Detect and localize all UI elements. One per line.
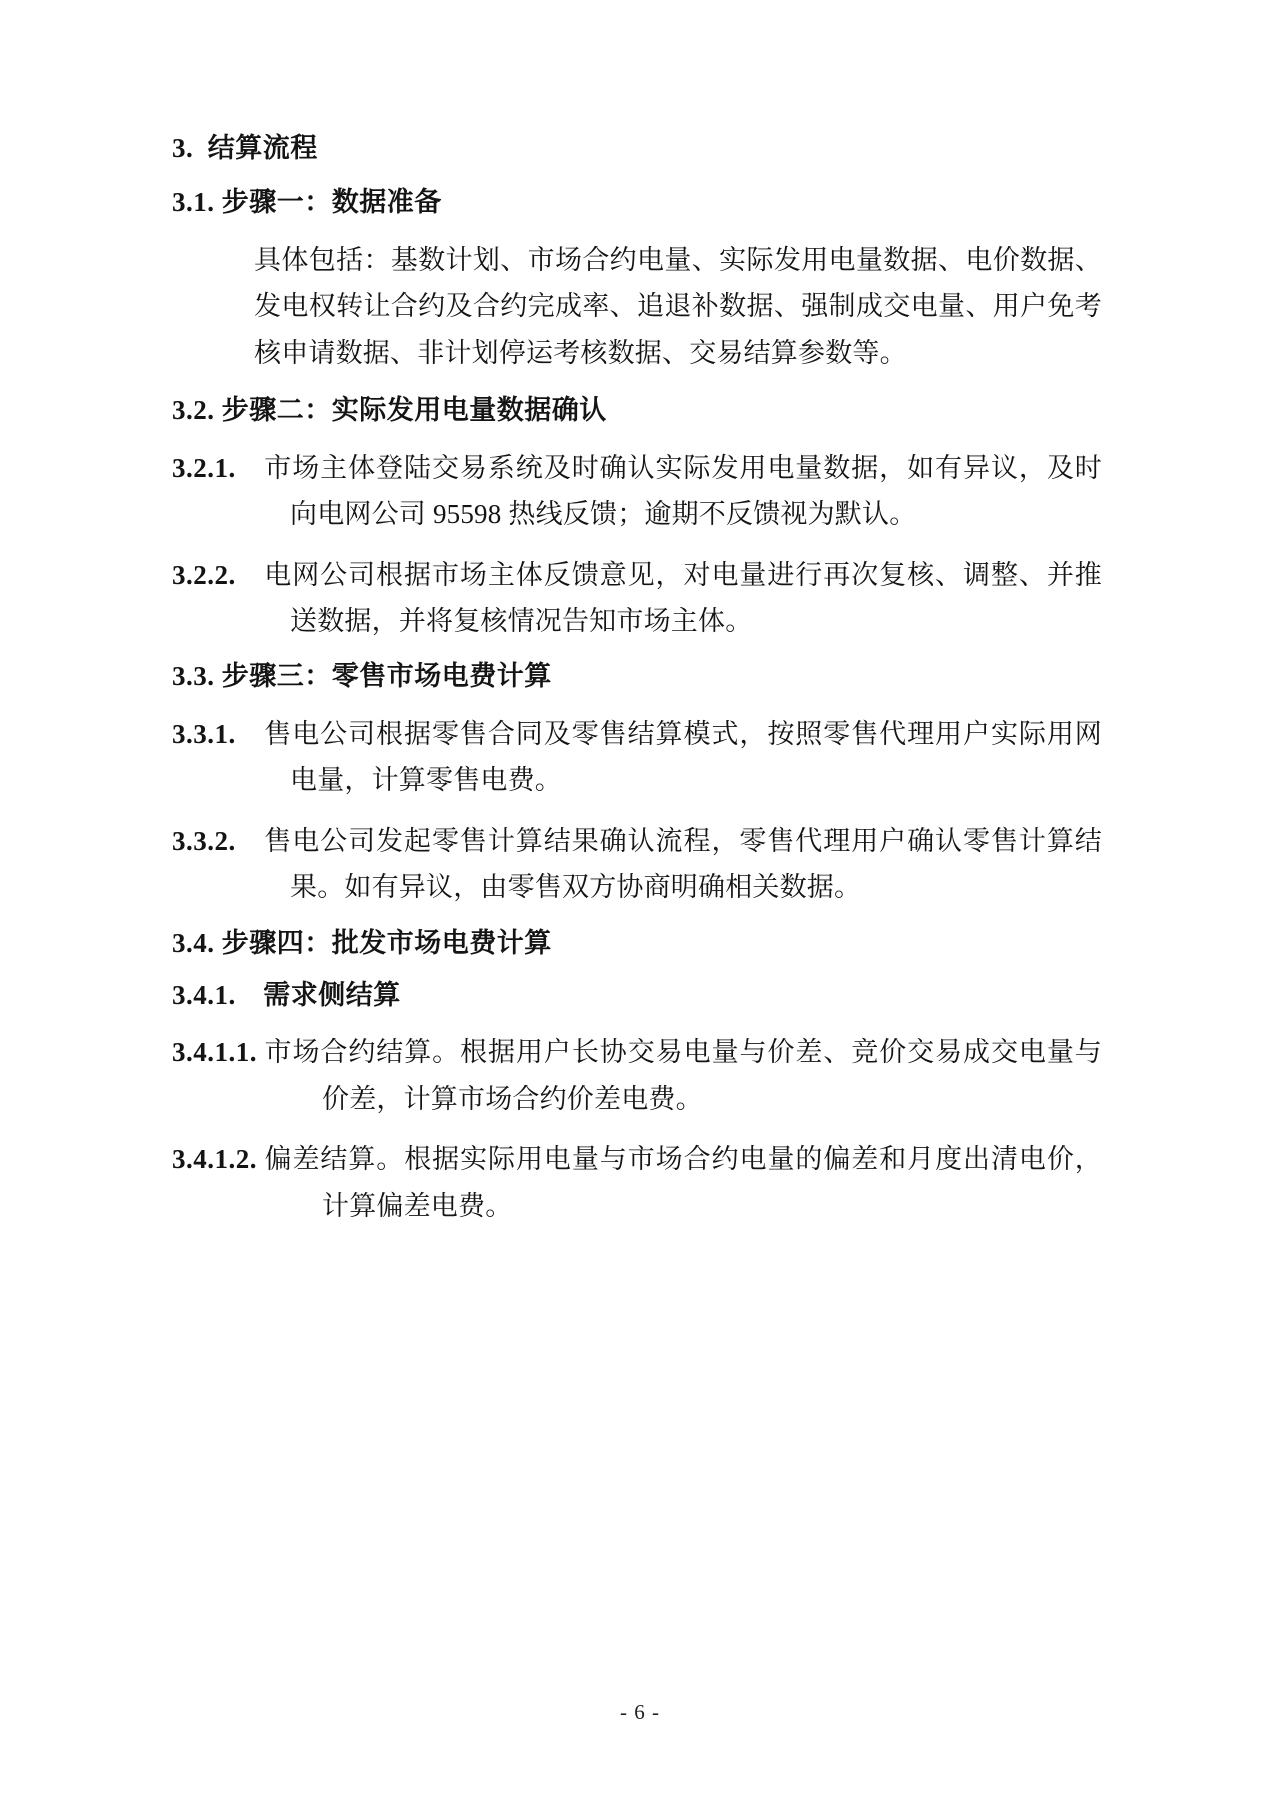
paragraph-3-2-2-number: 3.2.2. — [172, 559, 236, 590]
heading-3-1 — [172, 184, 1102, 220]
heading-3-1-title: 步骤一：数据准备 — [221, 187, 442, 218]
paragraph-3-4-1-2-text: 偏差结算。根据实际用电量与市场合约电量的偏差和月度出清电价，计算偏差电费。 — [264, 1144, 1103, 1221]
heading-3-4-1-title: 需求侧结算 — [263, 980, 401, 1010]
paragraph-3-4-1-1-text: 市场合约结算。根据用户长协交易电量与价差、竞价交易成交电量与价差，计算市场合约价差电费。 — [264, 1037, 1103, 1114]
heading-3-4-1-number: 3.4.1. — [172, 980, 236, 1010]
paragraph-3-2-1 — [172, 445, 1102, 538]
paragraph-3-3-2 — [172, 818, 1102, 911]
heading-3-3-number: 3.3. — [172, 661, 215, 692]
heading-3-1-number: 3.1. — [172, 187, 215, 218]
document-body — [172, 130, 1102, 1229]
paragraph-3-4-1-1 — [172, 1029, 1102, 1122]
paragraph-3-4-1-2-number: 3.4.1.2. — [172, 1144, 257, 1175]
heading-3-number: 3. — [172, 133, 194, 163]
heading-3-4-number: 3.4. — [172, 927, 215, 958]
paragraph-3-3-2-number: 3.3.2. — [172, 825, 236, 856]
heading-3-4 — [172, 925, 1102, 961]
paragraph-3-3-1-text: 售电公司根据零售合同及零售结算模式，按照零售代理用户实际用网电量，计算零售电费。 — [264, 718, 1102, 796]
paragraph-data-preparation-text: 具体包括：基数计划、市场合约电量、实际发用电量数据、电价数据、发电权转让合约及合约完成率、追退补数据、强制成交电量、用户免考核申请数据、非计划停运考核数据、交易结算参数等。 — [254, 244, 1102, 368]
heading-3-4-1 — [172, 977, 1102, 1013]
paragraph-3-2-1-number: 3.2.1. — [172, 452, 236, 483]
heading-3-2-title: 步骤二：实际发用电量数据确认 — [221, 395, 607, 426]
paragraph-3-3-1-number: 3.3.1. — [172, 718, 236, 749]
page-number: - 6 - — [620, 1700, 660, 1724]
paragraph-3-2-2-text: 电网公司根据市场主体反馈意见，对电量进行再次复核、调整、并推送数据，并将复核情况告知市场主体。 — [264, 559, 1102, 636]
paragraph-3-4-1-2 — [172, 1136, 1102, 1229]
heading-3 — [172, 130, 1102, 166]
heading-3-title: 结算流程 — [207, 133, 318, 163]
paragraph-3-3-2-text: 售电公司发起零售计算结果确认流程，零售代理用户确认零售计算结果。如有异议，由零售双方协商明确相关数据。 — [264, 825, 1102, 903]
heading-3-4-title: 步骤四：批发市场电费计算 — [221, 927, 552, 958]
heading-3-2-number: 3.2. — [172, 395, 215, 426]
paragraph-3-3-1 — [172, 711, 1102, 804]
paragraph-data-preparation — [172, 237, 1102, 376]
heading-3-2 — [172, 392, 1102, 428]
heading-3-3-title: 步骤三：零售市场电费计算 — [221, 661, 552, 692]
paragraph-3-4-1-1-number: 3.4.1.1. — [172, 1037, 257, 1068]
paragraph-3-2-1-text: 市场主体登陆交易系统及时确认实际发用电量数据，如有异议，及时向电网公司 95598 热线反馈；逾期不反馈视为默认。 — [264, 452, 1102, 530]
heading-3-3 — [172, 658, 1102, 694]
paragraph-3-2-2 — [172, 552, 1102, 645]
